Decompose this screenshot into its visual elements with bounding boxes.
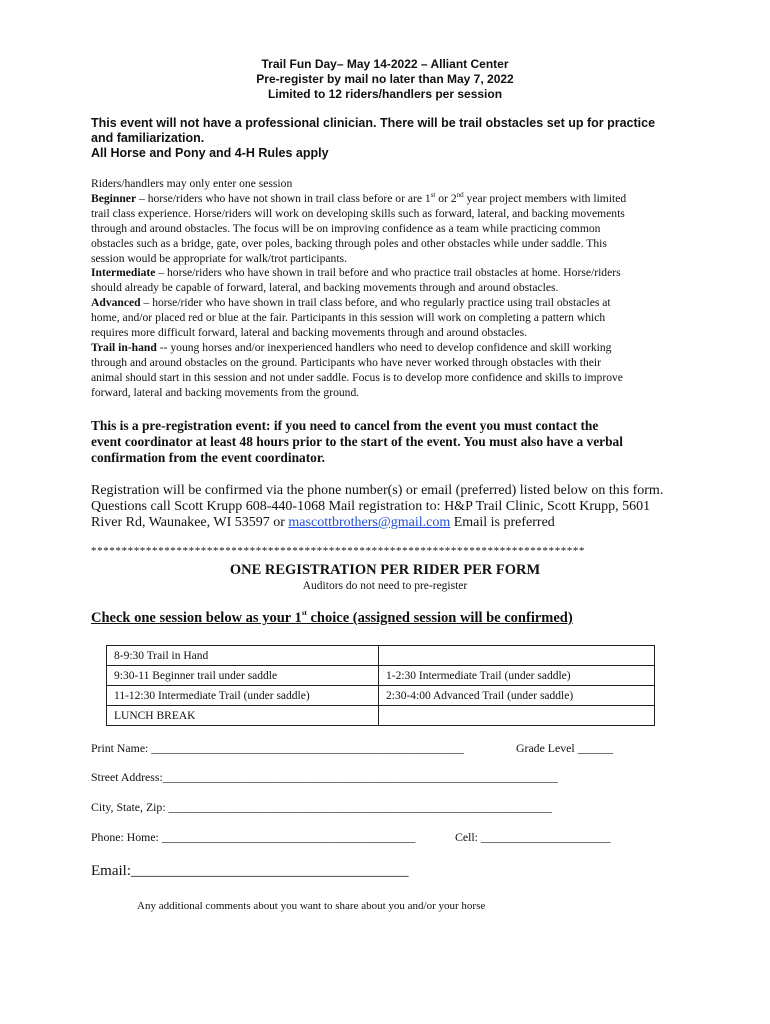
empty-cell — [379, 706, 655, 726]
choice-heading-a: Check one session below as your 1 — [91, 610, 302, 626]
session-cell-beginner[interactable]: 9:30-11 Beginner trail under saddle — [107, 666, 379, 686]
inhand-line-1 — [91, 341, 691, 356]
email-link[interactable]: mascottbrothers@gmail.com — [288, 515, 451, 530]
advanced-term: Advanced — [91, 296, 141, 310]
inhand-line-2: through and around obstacles on the ground. Participants who have never worked through obstacles with their — [91, 355, 602, 369]
auditors-note: Auditors do not need to pre-register — [302, 580, 468, 592]
table-row — [107, 686, 655, 706]
rider-limit: Limited to 12 riders/handlers per session — [267, 87, 503, 101]
intermediate-line-2: should already be capable of forward, lateral, and backing movements through and around obstacles. — [91, 281, 559, 295]
print-name-field[interactable]: Print Name: _____________________________________________________ — [91, 741, 464, 755]
grade-level-field[interactable]: Grade Level ______ — [516, 741, 613, 755]
rules-notice: All Horse and Pony and 4-H Rules apply — [91, 146, 329, 160]
advanced-line-3: requires more difficult forward, lateral and backing movements through and around obstacles. — [91, 326, 528, 340]
event-title: Trail Fun Day– May 14-2022 – Alliant Center — [261, 57, 509, 71]
confirm-line-2: Questions call Scott Krupp 608-440-1068 Mail registration to: H&P Trail Clinic, Scott Krupp, 5601 — [91, 499, 651, 514]
inhand-line-4: forward, lateral and backing movements from the ground. — [91, 385, 360, 399]
prereg-line-2: event coordinator at least 48 hours prior to the start of the event. You must also have a verbal — [91, 434, 623, 449]
session-choice-heading — [91, 610, 573, 627]
cell-phone-field[interactable]: Cell: ______________________ — [455, 830, 611, 844]
sessions-intro: Riders/handlers may only enter one session — [91, 177, 293, 190]
inhand-text: -- young horses and/or inexperienced handlers who need to develop confidence and skill working — [156, 340, 612, 354]
intermediate-term: Intermediate — [91, 266, 156, 280]
lunch-break-cell: LUNCH BREAK — [107, 706, 379, 726]
prereg-line-1: This is a pre-registration event: if you need to cancel from the event you must contact the — [91, 418, 599, 433]
email-field[interactable]: Email:_____________________________________ — [91, 863, 409, 879]
superscript-nd: nd — [456, 190, 464, 199]
empty-cell — [379, 646, 655, 666]
beginner-line-4: obstacles such as a bridge, gate, over poles, backing through poles and other obstacles while under saddle. This — [91, 236, 607, 250]
table-row — [107, 646, 655, 666]
advanced-text: – horse/rider who have shown in trail class before, and who regularly practice using trail obstacles at — [140, 296, 611, 310]
beginner-text-c: year project members with limited — [463, 191, 627, 205]
city-state-zip-field[interactable]: City, State, Zip: _________________________________________________________________ — [91, 800, 552, 814]
table-row — [107, 666, 655, 686]
beginner-text-a: – horse/riders who have not shown in trail class before or are 1 — [136, 191, 431, 205]
beginner-line-3: through and around obstacles. The focus will be on improving confidence as a team while practicing common — [91, 221, 601, 235]
confirm-line-1: Registration will be confirmed via the phone number(s) or email (preferred) listed below on this form. — [91, 483, 664, 498]
session-cell-intermediate-morning[interactable]: 11-12:30 Intermediate Trail (under saddle) — [107, 686, 379, 706]
notice-line-1: This event will not have a professional clinician. There will be trail obstacles set up for practice — [91, 116, 656, 130]
superscript-st: st — [430, 190, 436, 199]
session-descriptions — [91, 177, 691, 401]
choice-heading-b: choice (assigned session will be confirmed) — [306, 610, 573, 626]
preregister-deadline: Pre-register by mail no later than May 7, 2022 — [256, 72, 514, 86]
home-phone-field[interactable]: Phone: Home: ___________________________________________ — [91, 830, 416, 844]
email-preferred-text: Email is preferred — [450, 515, 555, 530]
intermediate-text: – horse/riders who have shown in trail before and who practice trail obstacles at home. Horse/riders — [155, 266, 621, 280]
street-address-field[interactable]: Street Address:___________________________________________________________________ — [91, 770, 558, 784]
advanced-line-1 — [91, 296, 691, 311]
notice-line-2: and familiarization. — [91, 131, 205, 145]
beginner-line-1 — [91, 192, 691, 207]
prereg-line-3: confirmation from the event coordinator. — [91, 450, 325, 465]
advanced-line-2: home, and/or placed red or blue at the fair. Participants in this session will work on completing a pattern which — [91, 311, 606, 325]
session-table — [106, 645, 655, 726]
choice-superscript: st — [301, 609, 307, 617]
address-text: River Rd, Waunakee, WI 53597 or — [91, 515, 289, 530]
beginner-line-2: trail class experience. Horse/riders will work on developing skills such as forward, lateral, and backing movements — [91, 206, 625, 220]
table-row — [107, 706, 655, 726]
confirm-line-3 — [91, 515, 555, 531]
form-title: ONE REGISTRATION PER RIDER PER FORM — [229, 562, 541, 578]
session-cell-advanced[interactable]: 2:30-4:00 Advanced Trail (under saddle) — [379, 686, 655, 706]
beginner-line-5: session would be appropriate for walk/trot participants. — [91, 251, 347, 265]
session-cell-intermediate-afternoon[interactable]: 1-2:30 Intermediate Trail (under saddle) — [379, 666, 655, 686]
beginner-text-b: or 2 — [435, 191, 457, 205]
intermediate-line-1 — [91, 266, 691, 281]
comments-prompt: Any additional comments about you want to share about you and/or your horse — [137, 900, 486, 912]
session-cell-trail-in-hand[interactable]: 8-9:30 Trail in Hand — [107, 646, 379, 666]
asterisk-separator: ********************************************************************************* — [91, 545, 586, 557]
inhand-term: Trail in-hand — [91, 340, 157, 354]
beginner-term: Beginner — [91, 191, 137, 205]
inhand-line-3: animal should start in this session and not under saddle. Focus is to develop more confidence and skills to improve — [91, 370, 623, 384]
